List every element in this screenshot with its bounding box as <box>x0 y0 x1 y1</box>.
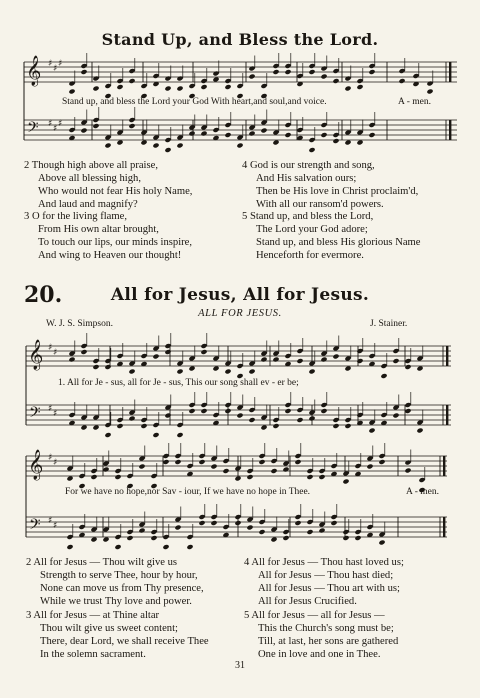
sharp-sign: ♯ <box>53 348 58 358</box>
double-bar-line <box>446 346 448 366</box>
hymn-19-treble-note <box>164 86 171 92</box>
hymn-19-verse-5 <box>242 211 420 263</box>
hymn-19-treble-note <box>368 69 375 75</box>
hymn-20-line1-bass-note <box>392 413 399 419</box>
hymn-20-line1-treble-note <box>260 357 267 363</box>
hymn-19-bass-note <box>176 143 183 149</box>
hymn-20-line2-treble-note <box>90 474 97 480</box>
hymn-20-line2-bass-note <box>294 520 301 526</box>
hymn-19-bass-note <box>92 123 99 129</box>
hymn-20-line1-bass-note <box>116 423 123 429</box>
hymn-20-line1-treble-note <box>320 357 327 363</box>
verse-line: Then be His love in Christ proclaim'd, <box>256 185 419 197</box>
sharp-sign: ♯ <box>48 453 53 463</box>
verse-line: Above all blessing high, <box>38 172 141 184</box>
hymn-20-line2-treble-note <box>318 474 325 480</box>
hymn-20-line1-treble-note <box>164 349 171 355</box>
treble-clef: 𝄞 <box>28 340 44 370</box>
hymn-19-bass-note <box>128 123 135 129</box>
hymn-20-line1-bass-note <box>296 417 303 423</box>
verse-line: 3 O for the living flame, <box>24 211 127 222</box>
hymn-19-bass-note <box>344 140 351 146</box>
hymn-20-line1-treble-note <box>128 369 135 375</box>
hymn-20-line1-bass-note <box>236 413 243 419</box>
hymn-19-bass-note <box>188 131 195 137</box>
verse-line: All for Jesus Crucified. <box>258 595 357 607</box>
hymn-20-verse-2 <box>26 557 204 609</box>
hymn-20-line2-bass-note <box>102 537 109 543</box>
hymn-20-line1-bass-note <box>92 425 99 431</box>
hymn-19-treble-note <box>284 69 291 75</box>
hymn-19-bass-note <box>320 132 327 138</box>
double-bar-line <box>443 456 445 476</box>
hymn-20-line1-bass-note <box>368 428 375 434</box>
sharp-sign: ♯ <box>48 404 53 414</box>
sharp-sign: ♯ <box>53 64 58 74</box>
hymn-19-bass-note <box>308 147 315 153</box>
verse-line: 4 God is our strength and song, <box>242 160 375 171</box>
hymn-20-line1-treble-note <box>272 357 279 363</box>
verse-line: One in love and one in Thee. <box>258 648 381 660</box>
hymn-19-treble-note <box>92 86 99 92</box>
hymn-19-bass-note <box>116 140 123 146</box>
hymn-20-line2-treble-note <box>270 468 277 474</box>
hymn-20-line2-treble-note <box>306 474 313 480</box>
verse-line: All for Jesus — Thou art with us; <box>258 582 400 594</box>
hymn-20-line2-bass-note <box>318 528 325 534</box>
hymn-20-line2-bass-note <box>150 535 157 541</box>
double-bar-line <box>449 62 451 82</box>
hymn-19-amen-note <box>398 78 405 84</box>
hymn-19-bass-note <box>164 147 171 153</box>
hymn-19-treble-note <box>128 78 135 84</box>
sharp-sign: ♯ <box>48 516 53 526</box>
hymn-19-bass-note <box>356 140 363 146</box>
hymn-20-line1-treble-note <box>188 366 195 372</box>
hymn-19-treble-note <box>200 84 207 90</box>
hymn-20-line2-treble-note <box>138 464 145 470</box>
hymn-20-line1-bass-note <box>416 428 423 434</box>
hymn-19-bass-note <box>248 131 255 137</box>
hymn-20-line1-treble-note <box>332 354 339 360</box>
hymn-20-line2-treble-note <box>366 464 373 470</box>
hymn-20-line1-bass-note <box>224 408 231 414</box>
hymn-19-bass-note <box>140 140 147 146</box>
verse-line: All for Jesus — Thou hast died; <box>258 569 394 581</box>
hymn-20-line2-bass-note <box>186 544 193 550</box>
hymn-20-line2-bass-note <box>66 544 73 550</box>
verse-line: To touch our lips, our minds inspire, <box>38 236 193 248</box>
hymn-20-line2-bass-note <box>354 535 361 541</box>
hymn-20-composer: J. Stainer. <box>370 319 408 329</box>
verse-line: There, dear Lord, we shall receive Thee <box>40 635 209 647</box>
verse-line: 2 All for Jesus — Thou wilt give us <box>26 557 178 568</box>
hymn-19-lyric: Stand up, and bless the Lord your God With heart,and soul,and voice. <box>62 97 327 107</box>
hymn-19-verse-3 <box>24 211 192 263</box>
page-number: 31 <box>235 660 245 671</box>
hymn-20-line1-bass-note <box>188 408 195 414</box>
hymn-20-line2-treble-note <box>102 467 109 473</box>
hymn-20-line2-treble-note <box>294 459 301 465</box>
hymn-20-line2-bass-note <box>306 529 313 535</box>
hymn-20-line1-bass-note <box>104 432 111 438</box>
hymn-19-bass-note <box>260 128 267 134</box>
hymn-20-line2-bass-note <box>198 520 205 526</box>
verse-line: 4 All for Jesus — Thou hast loved us; <box>244 557 404 568</box>
verse-line: From His own altar brought, <box>38 223 159 235</box>
hymn-20-line1-bass-note <box>80 425 87 431</box>
hymn-19-amen: A - men. <box>398 97 431 107</box>
hymn-20-line2-treble-note <box>222 468 229 474</box>
hymn-20-line2-bass-note <box>378 540 385 546</box>
hymn-19-treble-note <box>224 84 231 90</box>
hymn-20-line2-bass-note <box>138 528 145 534</box>
hymn-20-line1-bass-note <box>344 423 351 429</box>
hymn-20-line1-treble-note <box>212 366 219 372</box>
double-bar-line <box>449 120 451 140</box>
hymn-20-line1-treble-note <box>404 364 411 370</box>
hymn-20-line2-bass-note <box>162 544 169 550</box>
verse-line: And His salvation ours; <box>256 172 357 184</box>
hymn-20-line2-treble-note <box>162 459 169 465</box>
verse-line: 3 All for Jesus — at Thine altar <box>26 610 160 621</box>
hymn-20-line2-bass-note <box>234 520 241 526</box>
hymn-19-treble-note <box>332 78 339 84</box>
hymn-20-line2-bass-note <box>246 525 253 531</box>
verse-line: Thou wilt give us sweet content; <box>40 622 178 634</box>
hymn-20-line1-bass-note <box>140 423 147 429</box>
hymn-19-treble-note <box>212 77 219 83</box>
hymn-20-line2-treble-note <box>210 464 217 470</box>
hymn-19-bass-note <box>272 140 279 146</box>
hymn-20-number: 20. <box>24 282 63 308</box>
hymn-19-amen-note <box>426 89 433 95</box>
verse-line: 5 All for Jesus — all for Jesus — <box>244 610 385 621</box>
verse-line: While we trust Thy love and power. <box>40 595 192 607</box>
verse-line: With all our ransom'd powers. <box>256 198 384 210</box>
hymn-20-line1-treble-note <box>68 357 75 363</box>
hymn-20-line1-treble-note <box>392 358 399 364</box>
hymn-20-verse-5 <box>244 610 398 662</box>
hymn-20-line2-treble-note <box>246 474 253 480</box>
hymn-20-line1-bass-note <box>128 416 135 422</box>
hymn-19-bass-note <box>332 138 339 144</box>
hymn-20-line1-treble-note <box>416 366 423 372</box>
hymn-20-amen: A - men. <box>406 487 439 497</box>
hymn-20-title: All for Jesus, All for Jesus. <box>110 285 370 305</box>
verse-line: Stand up, and bless His glorious Name <box>256 236 421 248</box>
hymn-19-treble-note <box>308 69 315 75</box>
verse-line: This the Church's song must be; <box>258 622 394 634</box>
hymn-19-verse-4 <box>242 160 418 212</box>
double-bar-line <box>443 517 445 537</box>
hymn-20-line2-bass-note <box>330 520 337 526</box>
hymn-20-line1-bass-note <box>308 416 315 422</box>
hymn-19-verse-2 <box>24 160 192 212</box>
hymn-20-line2-bass-note <box>174 525 181 531</box>
hymn-19-bass-note <box>368 132 375 138</box>
verse-line: 5 Stand up, and bless the Lord, <box>242 211 374 222</box>
hymn-20-line2-bass-note <box>270 537 277 543</box>
hymn-20-lyric-line-2: For we have no hope,nor Sav - iour, If we have no hope in Thee. <box>65 487 311 497</box>
hymn-20-line2-bass-note <box>210 520 217 526</box>
hymn-19-treble-note <box>356 84 363 90</box>
verse-line: Henceforth for evermore. <box>256 249 364 261</box>
sharp-sign: ♯ <box>48 59 53 69</box>
sharp-sign: ♯ <box>53 458 58 468</box>
hymn-20-line1-bass-note <box>404 408 411 414</box>
hymn-20-line1-bass-note <box>332 423 339 429</box>
hymn-20-line1-treble-note <box>200 349 207 355</box>
sharp-sign: ♯ <box>53 124 58 134</box>
hymn-20-line1-treble-note <box>176 369 183 375</box>
double-bar-line <box>446 405 448 425</box>
hymn-19-bass-note <box>236 143 243 149</box>
hymn-20-line1-treble-note <box>308 369 315 375</box>
hymn-20-line2-treble-note <box>378 459 385 465</box>
bass-clef: 𝄢 <box>29 404 41 425</box>
hymn-20-line2-bass-note <box>114 544 121 550</box>
verse-line: None can move us from Thy presence, <box>40 582 204 594</box>
bass-clef: 𝄢 <box>27 119 39 140</box>
verse-line: The Lord your God adore; <box>256 223 368 235</box>
hymn-20-line1-bass-note <box>284 408 291 414</box>
sharp-sign: ♯ <box>58 59 63 69</box>
hymn-20-line1-treble-note <box>356 358 363 364</box>
verse-line: And laud and magnify? <box>38 198 138 210</box>
hymn-19-bass-note <box>200 131 207 137</box>
hymn-20-tune-name: ALL FOR JESUS. <box>198 308 282 319</box>
verse-line: 2 Though high above all praise, <box>24 160 158 171</box>
hymn-20-line2-treble-note <box>282 467 289 473</box>
hymn-20-line2-treble-note <box>198 459 205 465</box>
verse-line: Till, at last, her sons are gathered <box>258 635 399 647</box>
sharp-sign: ♯ <box>48 343 53 353</box>
hymn-20-line2-bass-note <box>258 529 265 535</box>
hymn-19-bass-note <box>152 143 159 149</box>
hymn-20-line2-treble-note <box>66 476 73 482</box>
hymn-20-verse-3 <box>26 610 209 662</box>
hymn-20-line1-treble-note <box>92 364 99 370</box>
hymn-20-line1-bass-note <box>176 432 183 438</box>
hymn-20-line2-treble-note <box>174 459 181 465</box>
verse-line: And wing to Heaven our thought! <box>38 249 182 261</box>
hymn-19-treble-note <box>80 69 87 75</box>
hymn-20-line2-bass-note <box>126 535 133 541</box>
hymn-19-title: Stand Up, and Bless the Lord. <box>101 30 379 49</box>
bass-clef: 𝄢 <box>29 516 41 537</box>
treble-clef: 𝄞 <box>28 450 44 480</box>
hymn-19-treble-note <box>116 84 123 90</box>
hymn-20-amen-note <box>404 468 411 474</box>
sharp-sign: ♯ <box>48 119 53 129</box>
hymn-20-line1-bass-note <box>164 413 171 419</box>
verse-line: Strength to serve Thee, hour by hour, <box>40 569 198 581</box>
hymn-20-line1-bass-note <box>272 423 279 429</box>
hymn-20-line1-treble-note <box>80 349 87 355</box>
hymn-20-line2-treble-note <box>234 476 241 482</box>
sharp-sign: ♯ <box>53 409 58 419</box>
hymn-19-treble-note <box>272 69 279 75</box>
hymn-20-line1-bass-note <box>260 425 267 431</box>
hymn-20-line1-treble-note <box>248 369 255 375</box>
hymn-20-line2-bass-note <box>282 535 289 541</box>
hymn-20-line1-treble-note <box>380 373 387 379</box>
hymn-19-bass-note <box>284 132 291 138</box>
hymn-19-treble-note <box>68 89 75 95</box>
hymn-19-treble-note <box>248 74 255 80</box>
hymn-20-line1-treble-note <box>296 358 303 364</box>
treble-clef: 𝄞 <box>26 56 42 86</box>
hymn-19-bass-note <box>80 128 87 134</box>
verse-line: In the solemn sacrament. <box>40 648 146 660</box>
sharp-sign: ♯ <box>58 119 63 129</box>
hymn-20-verse-4 <box>244 557 404 609</box>
hymn-20-line2-treble-note <box>342 479 349 485</box>
hymn-20-line1-bass-note <box>320 408 327 414</box>
hymn-20-line2-bass-note <box>90 537 97 543</box>
hymn-20-line1-bass-note <box>152 432 159 438</box>
hymn-19-bass-note <box>224 132 231 138</box>
hymn-20-line1-bass-note <box>200 408 207 414</box>
hymn-20-line1-bass-note <box>248 417 255 423</box>
hymn-19-treble-note <box>320 74 327 80</box>
hymn-20-line1-treble-note <box>344 366 351 372</box>
sharp-sign: ♯ <box>53 521 58 531</box>
hymn-19-treble-note <box>344 86 351 92</box>
hymn-19-treble-note <box>176 86 183 92</box>
hymn-20-line2-bass-note <box>342 535 349 541</box>
hymn-19-bass-note <box>104 143 111 149</box>
hymn-20-author: W. J. S. Simpson. <box>46 319 113 329</box>
hymn-20-line1-treble-note <box>224 369 231 375</box>
hymn-20-line2-treble-note <box>114 474 121 480</box>
hymn-20-lyric-line-1: 1. All for Je - sus, all for Je - sus, This our song shall ev - er be; <box>58 378 299 388</box>
hymn-20-line2-treble-note <box>258 459 265 465</box>
hymn-20-line1-treble-note <box>104 364 111 370</box>
verse-line: Who would not fear His holy Name, <box>38 185 193 197</box>
hymn-20-line1-treble-note <box>152 354 159 360</box>
